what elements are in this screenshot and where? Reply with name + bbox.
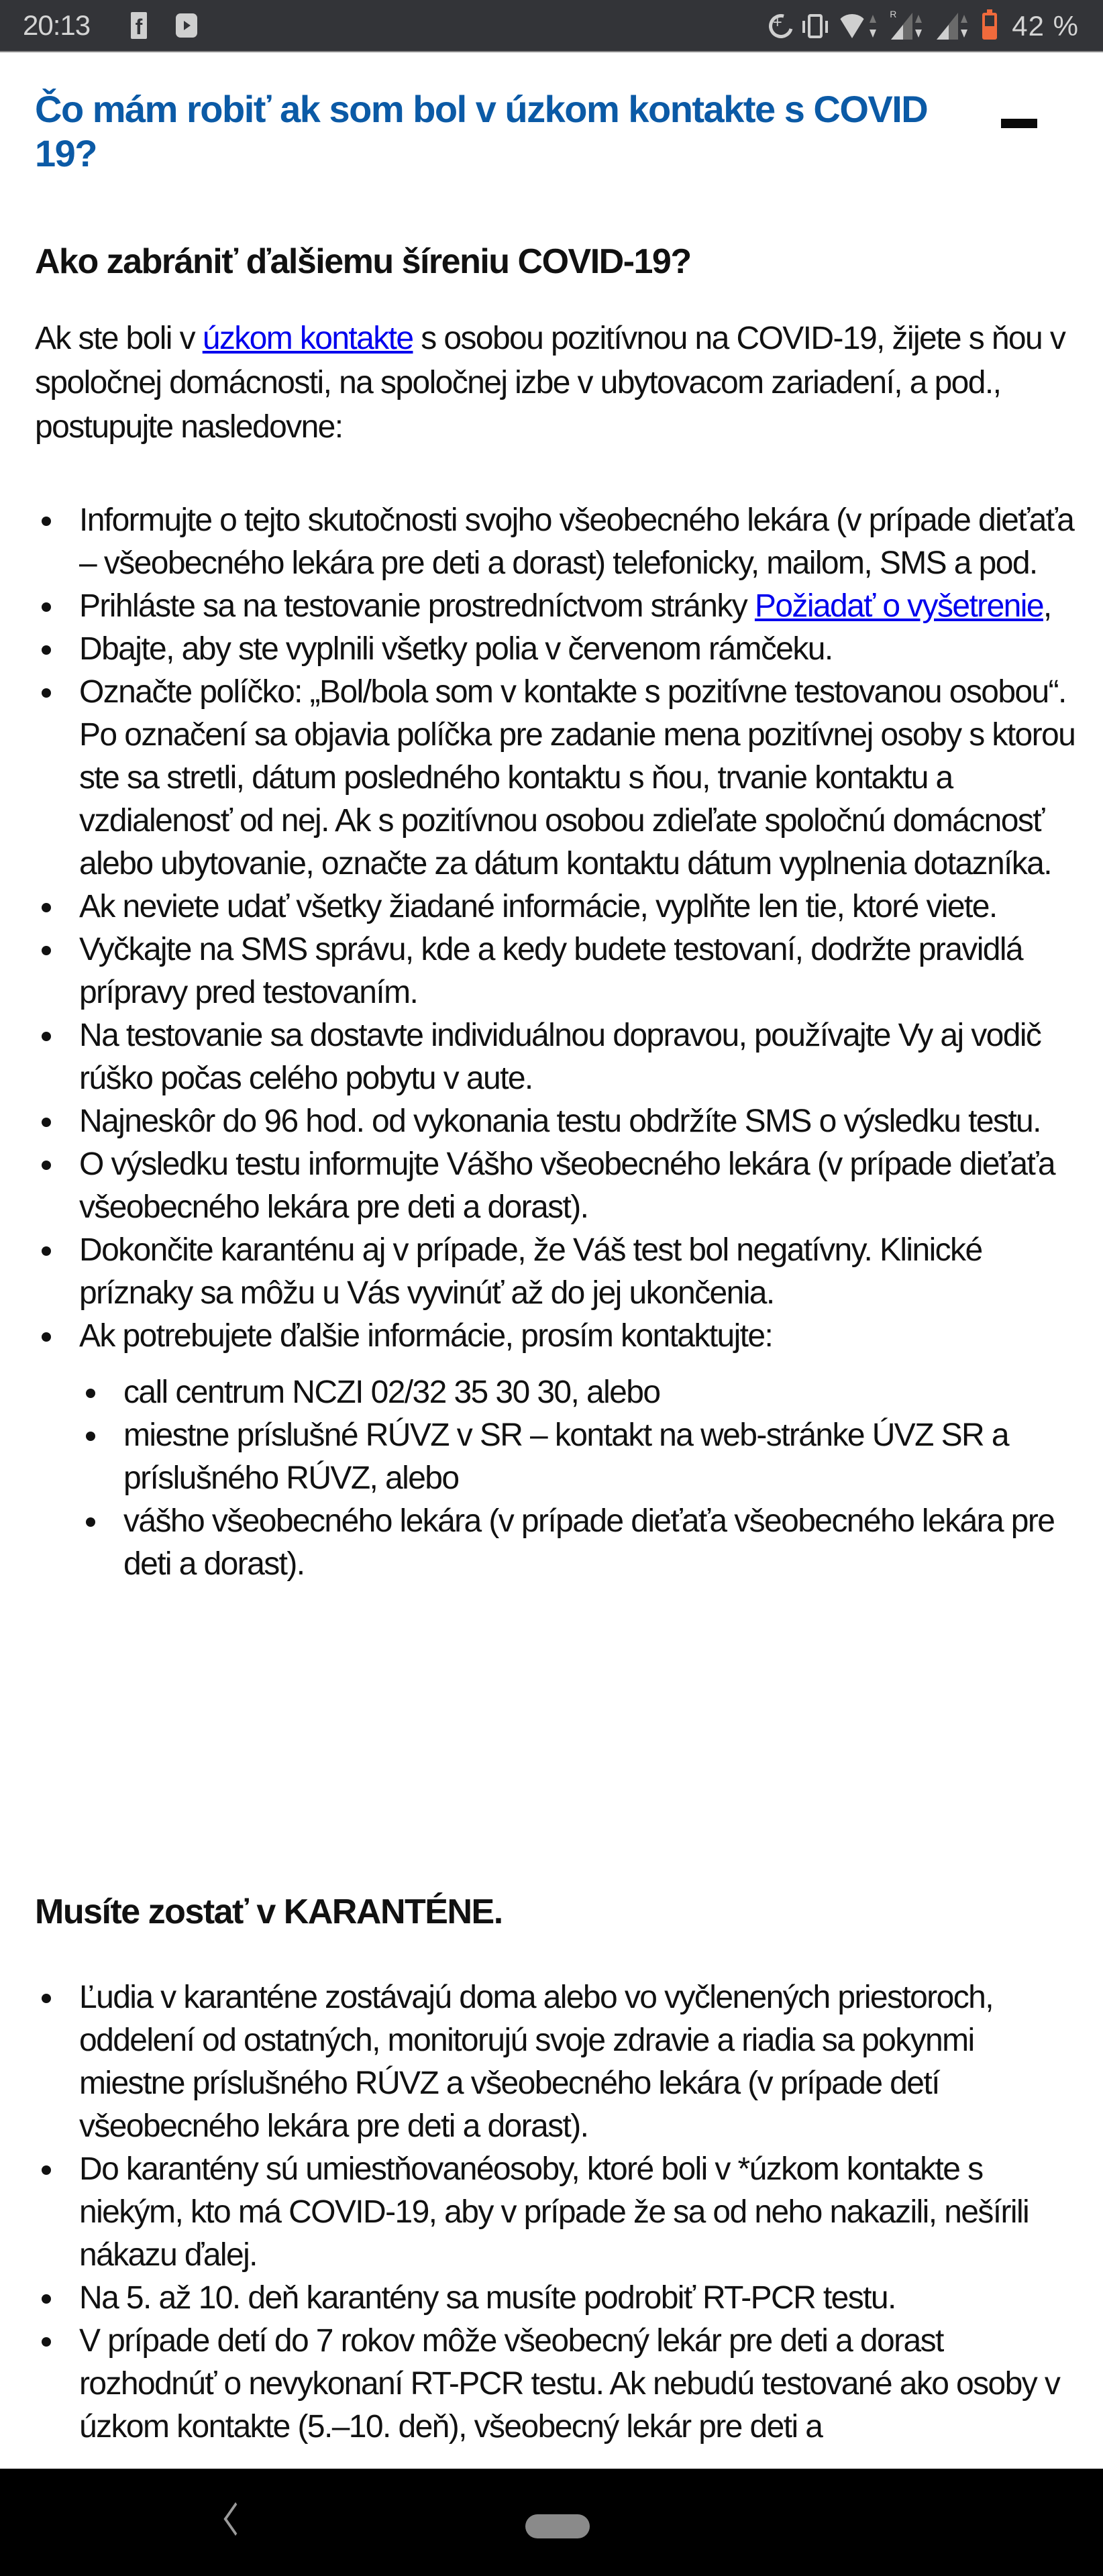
status-bar (0, 0, 1103, 52)
contact-item: vášho všeobecného lekára (v prípade dieťaťa všeobecného lekára pre deti a dorast). (79, 1500, 1082, 1586)
quarantine-list (35, 1976, 1082, 2449)
signal-icon (937, 13, 958, 40)
facebook-icon: f (131, 12, 147, 39)
list-item: Dbajte, aby ste vyplnili všetky polia v červenom rámčeku. (35, 628, 1082, 671)
status-time: 20:13 (23, 9, 91, 41)
section-heading-quarantine: Musíte zostať v KARANTÉNE. (35, 1892, 503, 1931)
instructions-list (35, 499, 1082, 1586)
list-item: Do karantény sú umiestňovanéosoby, ktoré boli v *úzkom kontakte s niekým, kto má COVID-19, aby v prípade že sa od neho nakazili, nešírili nákazu ďalej. (35, 2148, 1082, 2277)
back-chevron-icon[interactable] (219, 2504, 239, 2537)
minus-icon[interactable] (1001, 119, 1037, 128)
intro-paragraph (35, 317, 1082, 449)
roaming-label: R (890, 9, 897, 19)
signal-group (937, 13, 967, 40)
section-heading-prevent-spread: Ako zabrániť ďalšiemu šíreniu COVID-19? (35, 242, 691, 281)
list-item: O výsledku testu informujte Vášho všeobecného lekára (v prípade dieťaťa všeobecného lekára pre deti a dorast). (35, 1143, 1082, 1229)
intro-text-end: s osobou pozitívnou na COVID-19, žijete s ňou v spoločnej domácnosti, na spoločnej izbe v ubytovacom zariadení, a pod., postupujte nasledovne: (35, 321, 1065, 445)
list-item: V prípade detí do 7 rokov môže všeobecný lekár pre deti a dorast rozhodnúť o nevykonaní RT-PCR testu. Ak nebudú testované ako osoby v úzkom kontakte (5.–10. deň), všeobecný lekár pre deti a (35, 2320, 1082, 2449)
signal-roaming-group (890, 9, 922, 40)
wifi-activity-icon (870, 15, 876, 38)
list-item: Na testovanie sa dostavte individuálnou dopravou, používajte Vy aj vodič rúško počas celého pobytu v aute. (35, 1014, 1082, 1100)
battery-percent: 42 % (1012, 10, 1079, 42)
contacts-list (79, 1371, 1082, 1586)
data-saver-icon (765, 9, 798, 42)
vibrate-icon (808, 14, 823, 38)
wifi-group (837, 14, 876, 38)
list-item: Na 5. až 10. deň karantény sa musíte podrobiť RT-PCR testu. (35, 2277, 1082, 2320)
contact-item: call centrum NCZI 02/32 35 30 30, alebo (79, 1371, 1082, 1414)
list-item-text: Prihláste sa na testovanie prostredníctvom stránky (79, 588, 755, 624)
contact-item: miestne príslušné RÚVZ v SR – kontakt na web-stránke ÚVZ SR a príslušného RÚVZ, alebo (79, 1414, 1082, 1500)
page-title[interactable]: Čo mám robiť ak som bol v úzkom kontakte s COVID 19? (35, 88, 928, 174)
list-item (35, 585, 1082, 628)
system-icons (769, 8, 1079, 44)
home-pill-icon[interactable] (525, 2514, 590, 2538)
accordion-content (35, 52, 1082, 2467)
list-item: Dokončite karanténu aj v prípade, že Váš test bol negatívny. Klinické príznaky sa môžu u Vás vyvinúť až do jej ukončenia. (35, 1229, 1082, 1315)
list-item-text: Ak potrebujete ďalšie informácie, prosím kontaktujte: (79, 1318, 773, 1354)
list-item-text: , (1043, 588, 1051, 624)
list-item: Ak neviete udať všetky žiadané informácie, vyplňte len tie, ktoré viete. (35, 885, 1082, 928)
close-contact-link[interactable]: úzkom kontakte (202, 321, 413, 356)
request-examination-link[interactable]: Požiadať o vyšetrenie (754, 588, 1043, 624)
youtube-icon (176, 13, 197, 38)
signal-activity-icon (915, 15, 922, 38)
list-item: Najneskôr do 96 hod. od vykonania testu obdržíte SMS o výsledku testu. (35, 1100, 1082, 1143)
list-item: Informujte o tejto skutočnosti svojho všeobecného lekára (v prípade dieťaťa – všeobecného lekára pre deti a dorast) telefonicky, mailom, SMS a pod. (35, 499, 1082, 585)
list-item: Označte políčko: „Bol/bola som v kontakte s pozitívne testovanou osobou“. Po označení sa objavia políčka pre zadanie mena pozitívnej osoby s ktorou ste sa stretli, dátum posledného kontaktu s ňou, trvanie kontaktu a vzdialenosť od nej. Ak s pozitívnou osobou zdieľate spoločnú domácnosť alebo ubytovanie, označte za dátum kontaktu dátum vyplnenia dotazníka. (35, 671, 1082, 885)
intro-text-start: Ak ste boli v (35, 321, 203, 356)
list-item (35, 1315, 1082, 1586)
navigation-bar (0, 2469, 1103, 2576)
signal-roaming-icon (890, 9, 912, 40)
list-item: Vyčkajte na SMS správu, kde a kedy budete testovaní, dodržte pravidlá prípravy pred testovaním. (35, 928, 1082, 1014)
list-item: Ľudia v karanténe zostávajú doma alebo vo vyčlenených priestoroch, oddelení od ostatných, monitorujú svoje zdravie a riadia sa pokynmi miestne príslušného RÚVZ a všeobecného lekára (v prípade detí všeobecného lekára pre deti a dorast). (35, 1976, 1082, 2148)
signal2-activity-icon (961, 15, 967, 38)
wifi-icon (837, 14, 867, 38)
battery-charging-icon (982, 13, 997, 40)
